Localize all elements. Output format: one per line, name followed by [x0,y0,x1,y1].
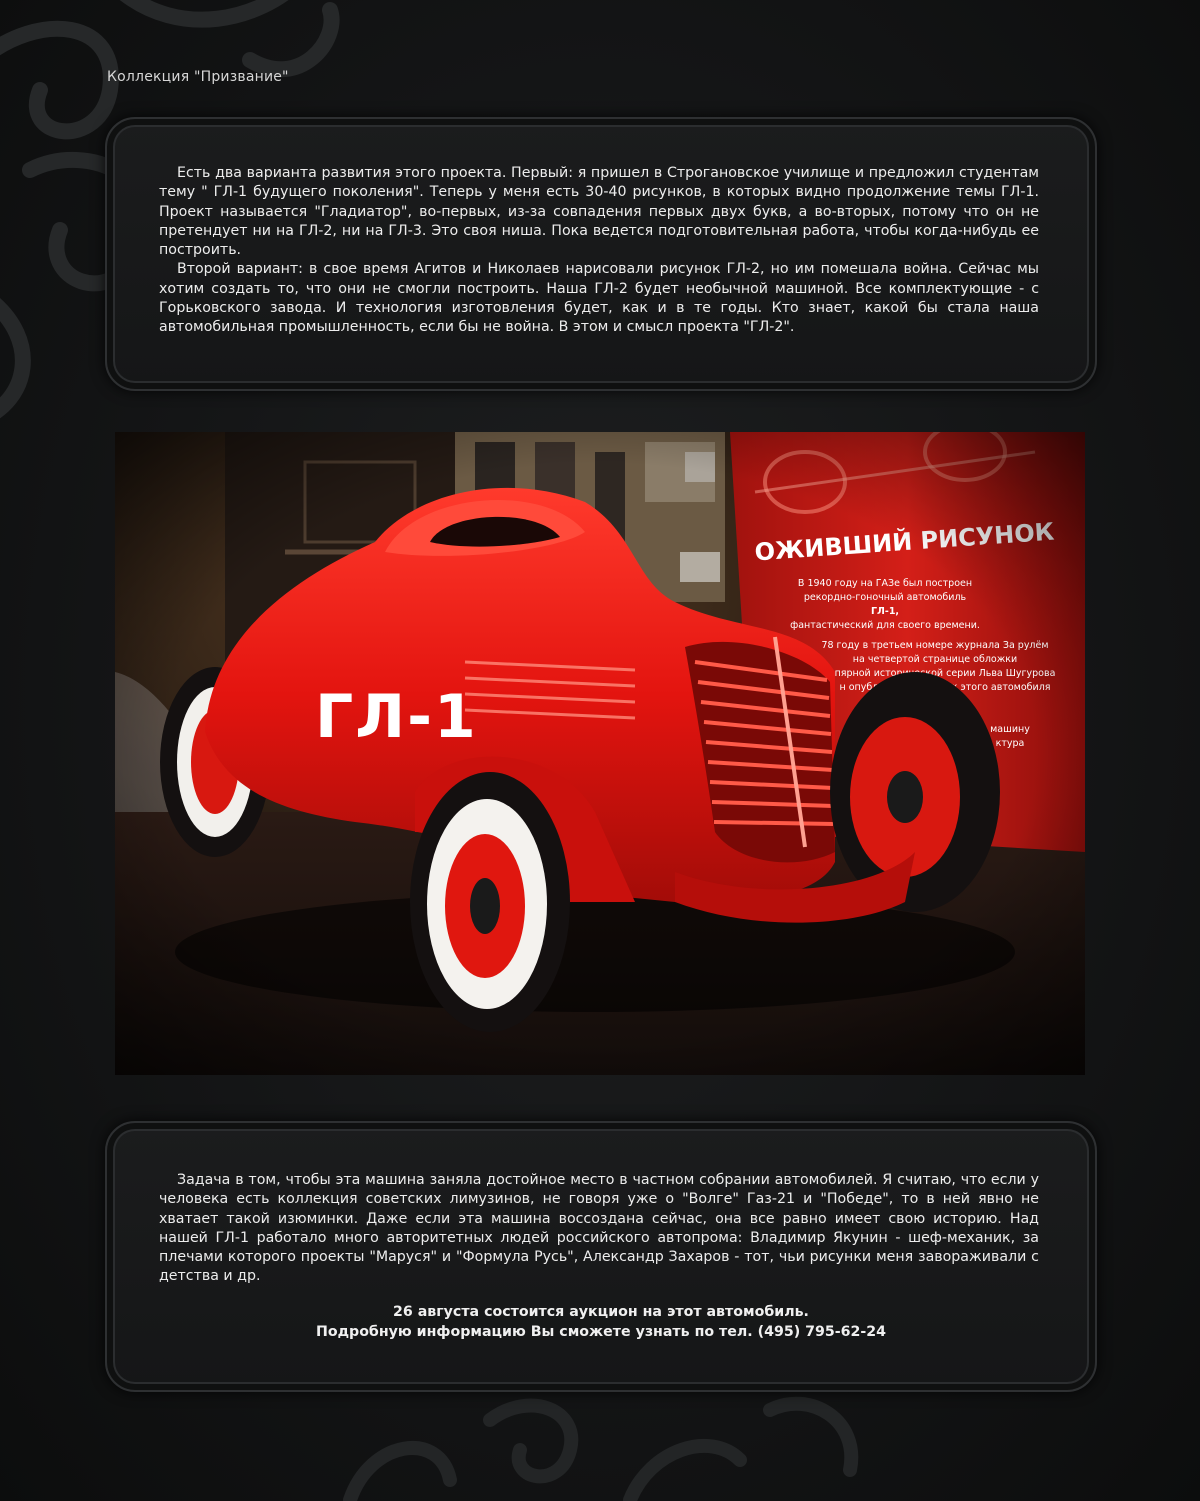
announcement-line-2: Подробную информацию Вы сможете узнать по тел. (495) 795-62-24 [315,1323,887,1340]
collection-label: Коллекция "Призвание" [107,69,289,85]
closing-text [159,1171,1039,1287]
intro-paragraph-2: Второй вариант: в свое время Агитов и Николаев нарисовали рисунок ГЛ-2, но им помешала война. Сейчас мы хотим создать то, что они не смогли построить. Наша ГЛ-2 будет необычной машиной. Все комплектующие - с Горьковского завода. И технология изготовления будет, как и в те годы. Кто знает, какой бы стала наша автомобильная промышленность, если бы не война. В этом и смысл проекта "ГЛ-2". [159,261,1039,336]
announcement-line-1: 26 августа состоится аукцион на этот автомобиль. [393,1304,809,1320]
closing-panel [105,1121,1097,1392]
intro-paragraph-1: Есть два варианта развития этого проекта. Первый: я пришел в Строгановское училище и предложил студентам тему " ГЛ-1 будущего поколения". Теперь у меня есть 30-40 рисунков, в которых видно продолжение темы ГЛ-1. Проект называется "Гладиатор", во-первых, из-за совпадения первых двух букв, а во-вторых, потому что он не претендует ни на ГЛ-2, ни на ГЛ-3. Это своя ниша. Пока ведется подготовительная работа, чтобы когда-нибудь ее построить. [159,165,1039,259]
ornament-bottom [330,1380,890,1501]
intro-text [159,164,1039,338]
car-photo-illustration [115,432,1085,1075]
intro-panel [105,117,1097,391]
auction-announcement [107,1303,1095,1342]
photo-vignette [115,432,1085,1075]
car-photo [115,432,1085,1075]
closing-paragraph: Задача в том, чтобы эта машина заняла достойное место в частном собрании автомобилей. Я считаю, что если у человека есть коллекция советских лимузинов, не говоря уже о "Волге" Газ-21 и "Победе", то в ней явно не хватает такой изюминки. Даже если эта машина воссоздана сейчас, она все равно имеет свою историю. Над нашей ГЛ-1 работало много авторитетных людей российского автопрома: Владимир Якунин - шеф-механик, за плечами которого проекты "Маруся" и "Формула Русь", Александр Захаров - тот, чьи рисунки меня завораживали с детства и др. [159,1172,1039,1285]
